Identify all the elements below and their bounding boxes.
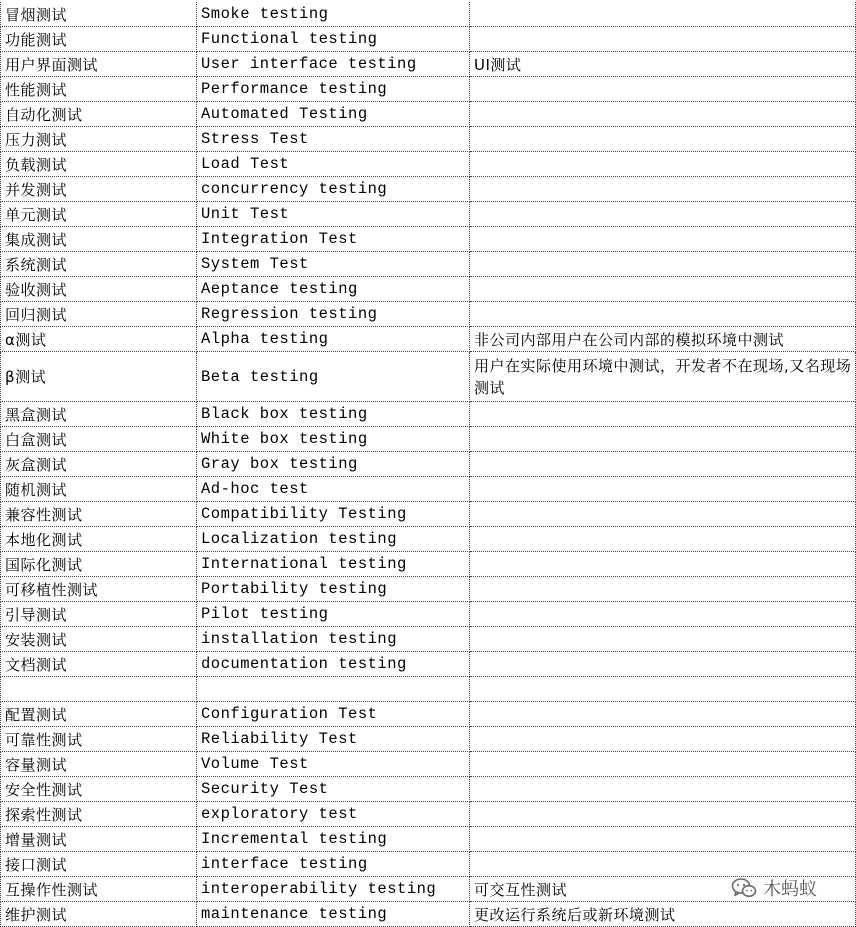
english-term-cell: Black box testing: [197, 402, 470, 427]
table-row: [1, 302, 856, 327]
chinese-term-cell: β测试: [1, 352, 197, 402]
english-term-cell: Smoke testing: [197, 2, 470, 27]
table-row: [1, 477, 856, 502]
table-row: [1, 202, 856, 227]
note-cell: [470, 102, 856, 127]
wechat-icon: [731, 877, 757, 899]
table-row: [1, 752, 856, 777]
english-term-cell: Automated Testing: [197, 102, 470, 127]
chinese-term-cell: 负载测试: [1, 152, 197, 177]
english-term-cell: Gray box testing: [197, 452, 470, 477]
testing-terms-table: [0, 2, 856, 927]
english-term-cell: interoperability testing: [197, 877, 470, 902]
english-term-cell: Performance testing: [197, 77, 470, 102]
english-term-cell: Regression testing: [197, 302, 470, 327]
english-term-cell: Unit Test: [197, 202, 470, 227]
table-row: [1, 777, 856, 802]
chinese-term-cell: 并发测试: [1, 177, 197, 202]
table-row: [1, 352, 856, 402]
note-cell: [470, 452, 856, 477]
english-term-cell: Pilot testing: [197, 602, 470, 627]
table-row: [1, 627, 856, 652]
table-row: [1, 277, 856, 302]
table-row: [1, 527, 856, 552]
english-term-cell: maintenance testing: [197, 902, 470, 927]
note-cell: [470, 777, 856, 802]
table-row: [1, 127, 856, 152]
chinese-term-cell: 可靠性测试: [1, 727, 197, 752]
chinese-term-cell: 灰盒测试: [1, 452, 197, 477]
chinese-term-cell: 维护测试: [1, 902, 197, 927]
chinese-term-cell: 兼容性测试: [1, 502, 197, 527]
table-row: [1, 27, 856, 52]
english-term-cell: Alpha testing: [197, 327, 470, 352]
note-cell: UI测试: [470, 52, 856, 77]
table-row: [1, 702, 856, 727]
note-cell: [470, 2, 856, 27]
english-term-cell: Localization testing: [197, 527, 470, 552]
note-cell: [470, 627, 856, 652]
note-cell: [470, 127, 856, 152]
note-cell: [470, 77, 856, 102]
english-term-cell: Compatibility Testing: [197, 502, 470, 527]
table-row: [1, 177, 856, 202]
chinese-term-cell: 性能测试: [1, 77, 197, 102]
table-row: [1, 677, 856, 702]
english-term-cell: Portability testing: [197, 577, 470, 602]
note-cell: [470, 802, 856, 827]
table-row: [1, 902, 856, 927]
note-cell: 可交互性测试: [470, 877, 856, 902]
chinese-term-cell: 安装测试: [1, 627, 197, 652]
chinese-term-cell: 接口测试: [1, 852, 197, 877]
table-row: [1, 52, 856, 77]
note-cell: [470, 427, 856, 452]
chinese-term-cell: 压力测试: [1, 127, 197, 152]
note-cell: 非公司内部用户在公司内部的模拟环境中测试: [470, 327, 856, 352]
table-row: [1, 652, 856, 677]
english-term-cell: [197, 677, 470, 702]
chinese-term-cell: 国际化测试: [1, 552, 197, 577]
table-row: [1, 577, 856, 602]
note-cell: [470, 827, 856, 852]
note-cell: [470, 302, 856, 327]
chinese-term-cell: 黑盒测试: [1, 402, 197, 427]
english-term-cell: Load Test: [197, 152, 470, 177]
table-row: [1, 102, 856, 127]
table-body: [1, 2, 856, 927]
english-term-cell: installation testing: [197, 627, 470, 652]
english-term-cell: International testing: [197, 552, 470, 577]
note-cell: [470, 227, 856, 252]
english-term-cell: Ad-hoc test: [197, 477, 470, 502]
chinese-term-cell: 随机测试: [1, 477, 197, 502]
table-row: [1, 452, 856, 477]
chinese-term-cell: 冒烟测试: [1, 2, 197, 27]
chinese-term-cell: 回归测试: [1, 302, 197, 327]
chinese-term-cell: 集成测试: [1, 227, 197, 252]
note-cell: [470, 202, 856, 227]
english-term-cell: Security Test: [197, 777, 470, 802]
note-cell: [470, 402, 856, 427]
english-term-cell: Aeptance testing: [197, 277, 470, 302]
english-term-cell: Incremental testing: [197, 827, 470, 852]
english-term-cell: Beta testing: [197, 352, 470, 402]
chinese-term-cell: 配置测试: [1, 702, 197, 727]
chinese-term-cell: 单元测试: [1, 202, 197, 227]
table-row: [1, 227, 856, 252]
chinese-term-cell: 本地化测试: [1, 527, 197, 552]
note-cell: [470, 577, 856, 602]
chinese-term-cell: 增量测试: [1, 827, 197, 852]
chinese-term-cell: 安全性测试: [1, 777, 197, 802]
watermark: [731, 875, 817, 901]
table-row: [1, 252, 856, 277]
english-term-cell: exploratory test: [197, 802, 470, 827]
table-row: [1, 327, 856, 352]
chinese-term-cell: 可移植性测试: [1, 577, 197, 602]
chinese-term-cell: 验收测试: [1, 277, 197, 302]
watermark-text: 木蚂蚁: [763, 879, 817, 900]
chinese-term-cell: 白盒测试: [1, 427, 197, 452]
note-cell: [470, 252, 856, 277]
english-term-cell: Stress Test: [197, 127, 470, 152]
chinese-term-cell: [1, 677, 197, 702]
english-term-cell: Reliability Test: [197, 727, 470, 752]
chinese-term-cell: 功能测试: [1, 27, 197, 52]
table-row: [1, 77, 856, 102]
note-cell: 更改运行系统后或新环境测试: [470, 902, 856, 927]
note-cell: [470, 27, 856, 52]
table-row: [1, 152, 856, 177]
table-row: [1, 877, 856, 902]
note-cell: [470, 677, 856, 702]
note-cell: [470, 277, 856, 302]
chinese-term-cell: 自动化测试: [1, 102, 197, 127]
table-row: [1, 2, 856, 27]
english-term-cell: Volume Test: [197, 752, 470, 777]
english-term-cell: User interface testing: [197, 52, 470, 77]
english-term-cell: White box testing: [197, 427, 470, 452]
table-row: [1, 827, 856, 852]
english-term-cell: System Test: [197, 252, 470, 277]
table-row: [1, 502, 856, 527]
chinese-term-cell: 文档测试: [1, 652, 197, 677]
note-cell: [470, 477, 856, 502]
english-term-cell: Functional testing: [197, 27, 470, 52]
note-cell: 用户在实际使用环境中测试，开发者不在现场,又名现场测试: [470, 352, 856, 402]
chinese-term-cell: 探索性测试: [1, 802, 197, 827]
note-cell: [470, 727, 856, 752]
table-row: [1, 852, 856, 877]
note-cell: [470, 752, 856, 777]
chinese-term-cell: 互操作性测试: [1, 877, 197, 902]
note-cell: [470, 702, 856, 727]
note-cell: [470, 177, 856, 202]
english-term-cell: interface testing: [197, 852, 470, 877]
note-cell: [470, 552, 856, 577]
table-row: [1, 552, 856, 577]
chinese-term-cell: 容量测试: [1, 752, 197, 777]
chinese-term-cell: 引导测试: [1, 602, 197, 627]
note-cell: [470, 852, 856, 877]
english-term-cell: documentation testing: [197, 652, 470, 677]
table-row: [1, 427, 856, 452]
english-term-cell: Configuration Test: [197, 702, 470, 727]
note-cell: [470, 527, 856, 552]
table-row: [1, 802, 856, 827]
note-cell: [470, 152, 856, 177]
note-cell: [470, 602, 856, 627]
english-term-cell: concurrency testing: [197, 177, 470, 202]
table-row: [1, 727, 856, 752]
note-cell: [470, 652, 856, 677]
chinese-term-cell: 系统测试: [1, 252, 197, 277]
table-row: [1, 602, 856, 627]
chinese-term-cell: 用户界面测试: [1, 52, 197, 77]
chinese-term-cell: α测试: [1, 327, 197, 352]
english-term-cell: Integration Test: [197, 227, 470, 252]
table-row: [1, 402, 856, 427]
note-cell: [470, 502, 856, 527]
